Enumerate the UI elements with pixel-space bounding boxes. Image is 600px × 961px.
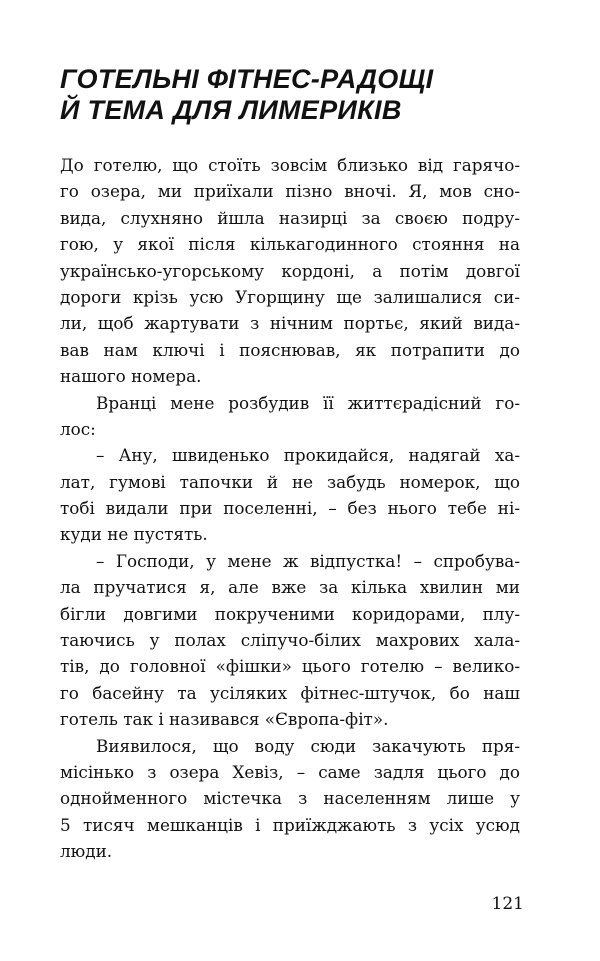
text-line: – Ану, швиденько прокидайся, надягай ха- bbox=[96, 445, 520, 466]
text-line: 5 тисяч мешканців і приїжджають з усіх усюд bbox=[60, 814, 520, 835]
text-line: ли, щоб жартувати з нічним портьє, який вида- bbox=[60, 313, 520, 334]
text-line: тів, до головної «фішки» цього готелю – велико- bbox=[60, 656, 520, 677]
text-line: Вранці мене розбудив її життєрадісний го- bbox=[96, 392, 520, 413]
text-line: ла пручатися я, але вже за кілька хвилин ми bbox=[60, 577, 520, 598]
text-line: українсько-угорському кордоні, а потім довгої bbox=[60, 260, 520, 281]
text-line: таючись у полах сліпучо-білих махрових хала- bbox=[60, 630, 520, 651]
text-line: однойменного містечка з населенням лише у bbox=[60, 788, 520, 809]
text-line: вида, слухняно йшла назирці за своєю подру- bbox=[60, 207, 520, 228]
text-line: готель так і називався «Європа-фіт». bbox=[60, 709, 389, 730]
text-line: лос: bbox=[60, 418, 96, 439]
text-line: куди не пустять. bbox=[60, 524, 208, 545]
text-line: го озера, ми приїхали пізно вночі. Я, мов сно- bbox=[60, 181, 520, 202]
chapter-title-line: ГОТЕЛЬНІ ФІТНЕС-РАДОЩІ bbox=[60, 64, 434, 94]
text-line: нашого номера. bbox=[60, 366, 202, 387]
text-line: люди. bbox=[60, 841, 113, 862]
text-line: гою, у якої після кількагодинного стояння на bbox=[60, 234, 520, 255]
chapter-title-line: Й ТЕМА ДЛЯ ЛИМЕРИКІВ bbox=[60, 95, 402, 125]
text-line: вав нам ключі і пояснював, як потрапити до bbox=[60, 339, 520, 360]
text-line: го басейну та усіляких фітнес-штучок, бо наш bbox=[60, 682, 520, 703]
text-line: До готелю, що стоїть зовсім близько від гарячо- bbox=[60, 155, 520, 175]
text-line: тобі видали при поселенні, – без нього тебе ні- bbox=[60, 498, 520, 519]
text-line: Виявилося, що воду сюди закачують пря- bbox=[96, 735, 520, 756]
text-line: – Господи, у мене ж відпустка! – спробува- bbox=[96, 550, 520, 571]
chapter-title bbox=[60, 64, 540, 126]
text-line: дороги крізь усю Угорщину ще залишалися си- bbox=[60, 286, 520, 307]
page-number: 121 bbox=[491, 894, 524, 914]
text-line: місінько з озера Хевіз, – саме задля цього до bbox=[60, 761, 520, 782]
text-line: лат, гумові тапочки й не забудь номерок, що bbox=[60, 471, 520, 492]
text-line: бігли довгими покрученими коридорами, плу- bbox=[60, 603, 520, 624]
chapter-body bbox=[60, 152, 520, 865]
